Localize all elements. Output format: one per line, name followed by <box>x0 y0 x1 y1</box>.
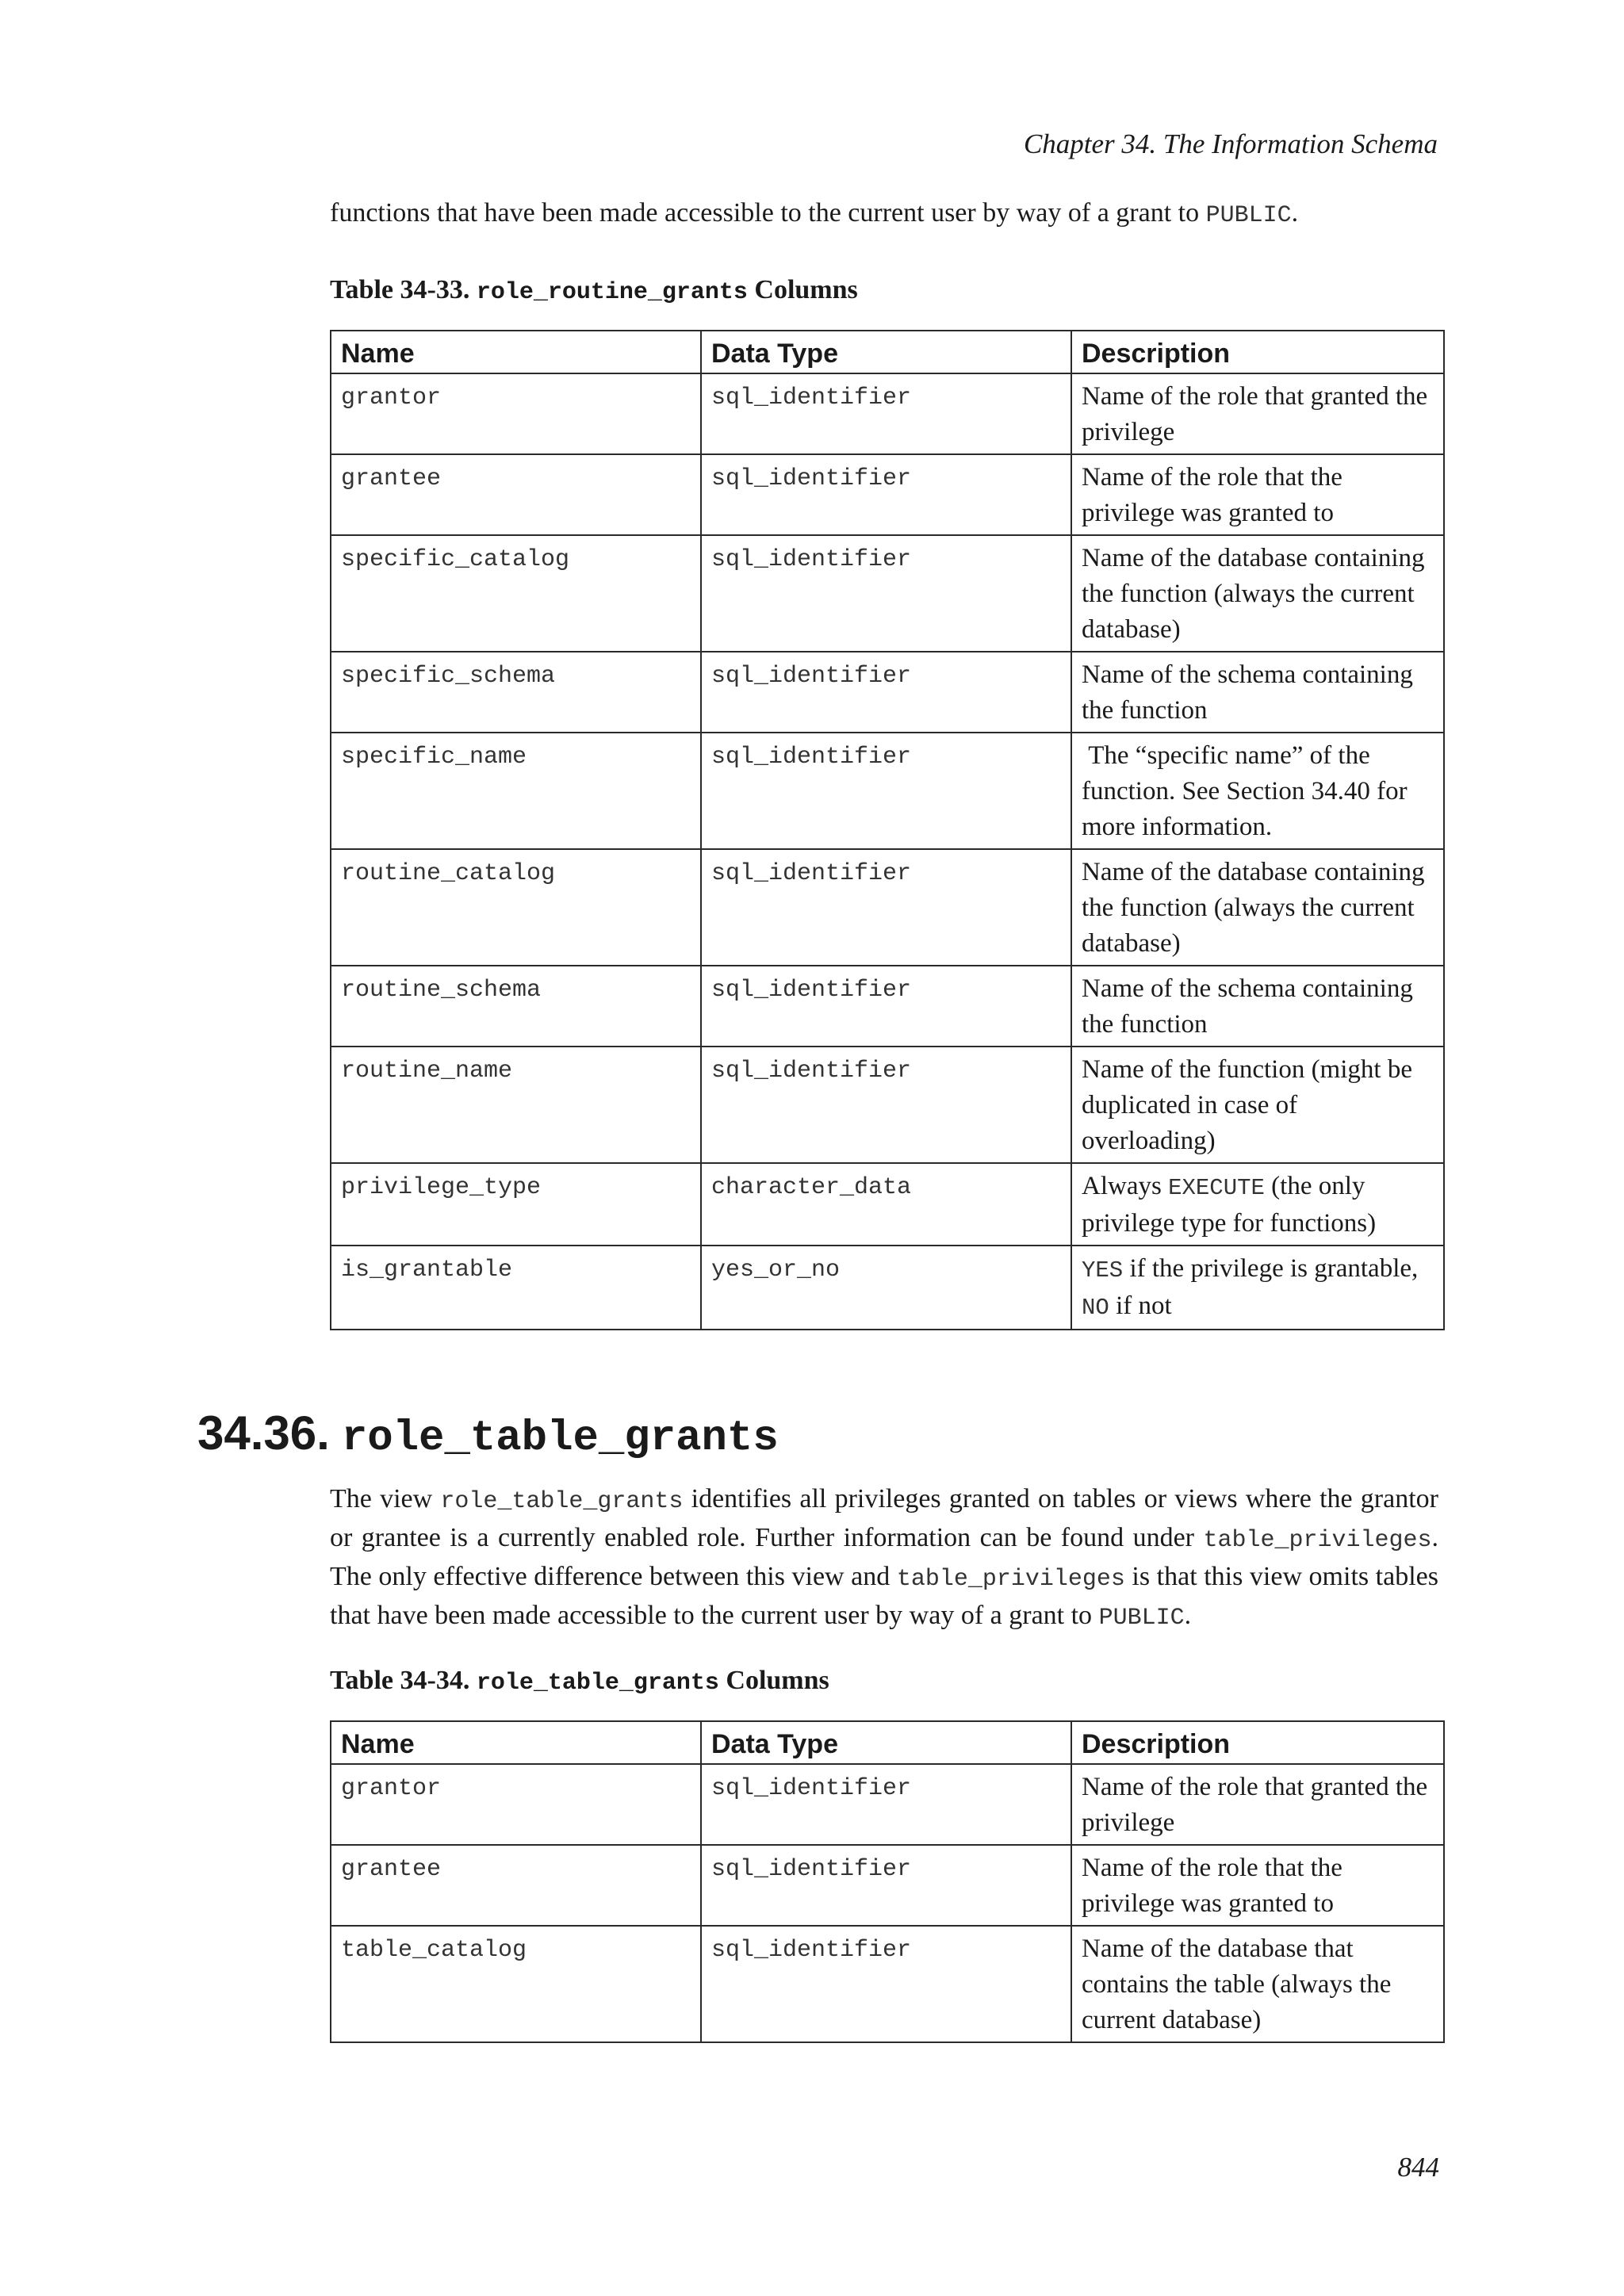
cell-type: character_data <box>701 1163 1071 1246</box>
para-text: is that this view omits tables that have been made accessible to the current user by way of a grant to <box>330 1562 1438 1630</box>
cell-name: grantee <box>331 1845 701 1926</box>
cell-description <box>1071 1163 1444 1246</box>
cell-name: specific_schema <box>331 652 701 733</box>
table-row <box>331 1926 1444 2042</box>
table-header-row <box>331 1721 1444 1764</box>
para-text: . The only effective difference between this view and <box>330 1523 1438 1591</box>
cell-type: sql_identifier <box>701 1047 1071 1163</box>
cell-description: Name of the role that granted the privilege <box>1071 373 1444 454</box>
cell-name: privilege_type <box>331 1163 701 1246</box>
cell-type: sql_identifier <box>701 966 1071 1047</box>
cell-name: grantee <box>331 454 701 535</box>
table-row <box>331 1246 1444 1330</box>
cell-description: Name of the database that contains the table (always the current database) <box>1071 1926 1444 2042</box>
inline-code: table_privileges <box>896 1566 1125 1593</box>
column-header-data-type: Data Type <box>701 1721 1071 1764</box>
table-row <box>331 733 1444 849</box>
table-row <box>331 849 1444 966</box>
cell-description: Name of the role that granted the privilege <box>1071 1764 1444 1845</box>
section-number: 34.36. <box>197 1406 330 1460</box>
running-head: Chapter 34. The Information Schema <box>1023 128 1438 159</box>
table-row <box>331 966 1444 1047</box>
cell-type: sql_identifier <box>701 849 1071 966</box>
cell-type: sql_identifier <box>701 652 1071 733</box>
cell-type: sql_identifier <box>701 454 1071 535</box>
cell-description: Name of the schema containing the function <box>1071 652 1444 733</box>
cell-type: sql_identifier <box>701 1926 1071 2042</box>
cell-type: sql_identifier <box>701 1764 1071 1845</box>
cell-type: sql_identifier <box>701 535 1071 652</box>
inline-code: PUBLIC <box>1098 1605 1185 1632</box>
cell-type: sql_identifier <box>701 733 1071 849</box>
inline-code: YES <box>1082 1257 1124 1284</box>
para-text: The view <box>330 1484 441 1513</box>
intro-text-end: . <box>1291 198 1299 228</box>
section-title: role_table_grants <box>341 1414 779 1463</box>
cell-name: table_catalog <box>331 1926 701 2042</box>
intro-text: functions that have been made accessible to the current user by way of a grant to <box>330 198 1206 228</box>
cell-description: The “specific name” of the function. See Section 34.40 for more information. <box>1071 733 1444 849</box>
table-row <box>331 1845 1444 1926</box>
desc-text: if the privilege is grantable, <box>1123 1254 1419 1283</box>
table-header-row <box>331 331 1444 373</box>
table-row <box>331 454 1444 535</box>
cell-name: specific_catalog <box>331 535 701 652</box>
table-row <box>331 1047 1444 1163</box>
cell-type: sql_identifier <box>701 1845 1071 1926</box>
column-header-description: Description <box>1071 1721 1444 1764</box>
cell-name: grantor <box>331 373 701 454</box>
caption-code: role_table_grants <box>476 1670 719 1697</box>
cell-name: is_grantable <box>331 1246 701 1330</box>
column-header-name: Name <box>331 1721 701 1764</box>
column-header-data-type: Data Type <box>701 331 1071 373</box>
desc-text: (the only privilege type for functions) <box>1082 1172 1377 1238</box>
desc-text: Always <box>1082 1172 1169 1200</box>
cell-description: Name of the function (might be duplicated in case of overloading) <box>1071 1047 1444 1163</box>
column-header-description: Description <box>1071 331 1444 373</box>
table-row <box>331 1163 1444 1246</box>
table-row <box>331 1764 1444 1845</box>
cell-description: Name of the role that the privilege was granted to <box>1071 1845 1444 1926</box>
intro-paragraph <box>330 195 1438 234</box>
inline-code: PUBLIC <box>1205 202 1292 229</box>
inline-code: NO <box>1082 1295 1109 1321</box>
table-caption-34-33 <box>330 273 858 310</box>
desc-text: if not <box>1109 1292 1172 1320</box>
inline-code: role_table_grants <box>440 1488 684 1515</box>
cell-description <box>1071 1246 1444 1330</box>
section-heading <box>197 1403 779 1469</box>
role-table-grants-table <box>330 1720 1445 2043</box>
table-row <box>331 373 1444 454</box>
inline-code: table_privileges <box>1203 1527 1432 1554</box>
caption-suffix: Columns <box>726 1666 829 1695</box>
table-caption-34-34 <box>330 1663 829 1701</box>
cell-name: routine_schema <box>331 966 701 1047</box>
page-number: 844 <box>1397 2152 1439 2183</box>
table-row <box>331 652 1444 733</box>
cell-description: Name of the database containing the function (always the current database) <box>1071 849 1444 966</box>
caption-prefix: Table 34-33. <box>330 275 470 304</box>
inline-code: EXECUTE <box>1168 1175 1265 1201</box>
role-routine-grants-table <box>330 330 1445 1330</box>
para-text: identifies all privileges granted on tables or views where the grantor or grantee is a currently enabled role. Further information can be found under <box>330 1484 1438 1552</box>
cell-description: Name of the role that the privilege was granted to <box>1071 454 1444 535</box>
cell-name: grantor <box>331 1764 701 1845</box>
section-paragraph <box>330 1481 1438 1636</box>
caption-prefix: Table 34-34. <box>330 1666 470 1695</box>
cell-type: yes_or_no <box>701 1246 1071 1330</box>
cell-name: routine_name <box>331 1047 701 1163</box>
cell-description: Name of the schema containing the function <box>1071 966 1444 1047</box>
cell-type: sql_identifier <box>701 373 1071 454</box>
cell-name: routine_catalog <box>331 849 701 966</box>
cell-description: Name of the database containing the function (always the current database) <box>1071 535 1444 652</box>
para-text: . <box>1184 1601 1192 1630</box>
caption-code: role_routine_grants <box>476 279 748 306</box>
caption-suffix: Columns <box>754 275 858 304</box>
cell-name: specific_name <box>331 733 701 849</box>
column-header-name: Name <box>331 331 701 373</box>
table-row <box>331 535 1444 652</box>
